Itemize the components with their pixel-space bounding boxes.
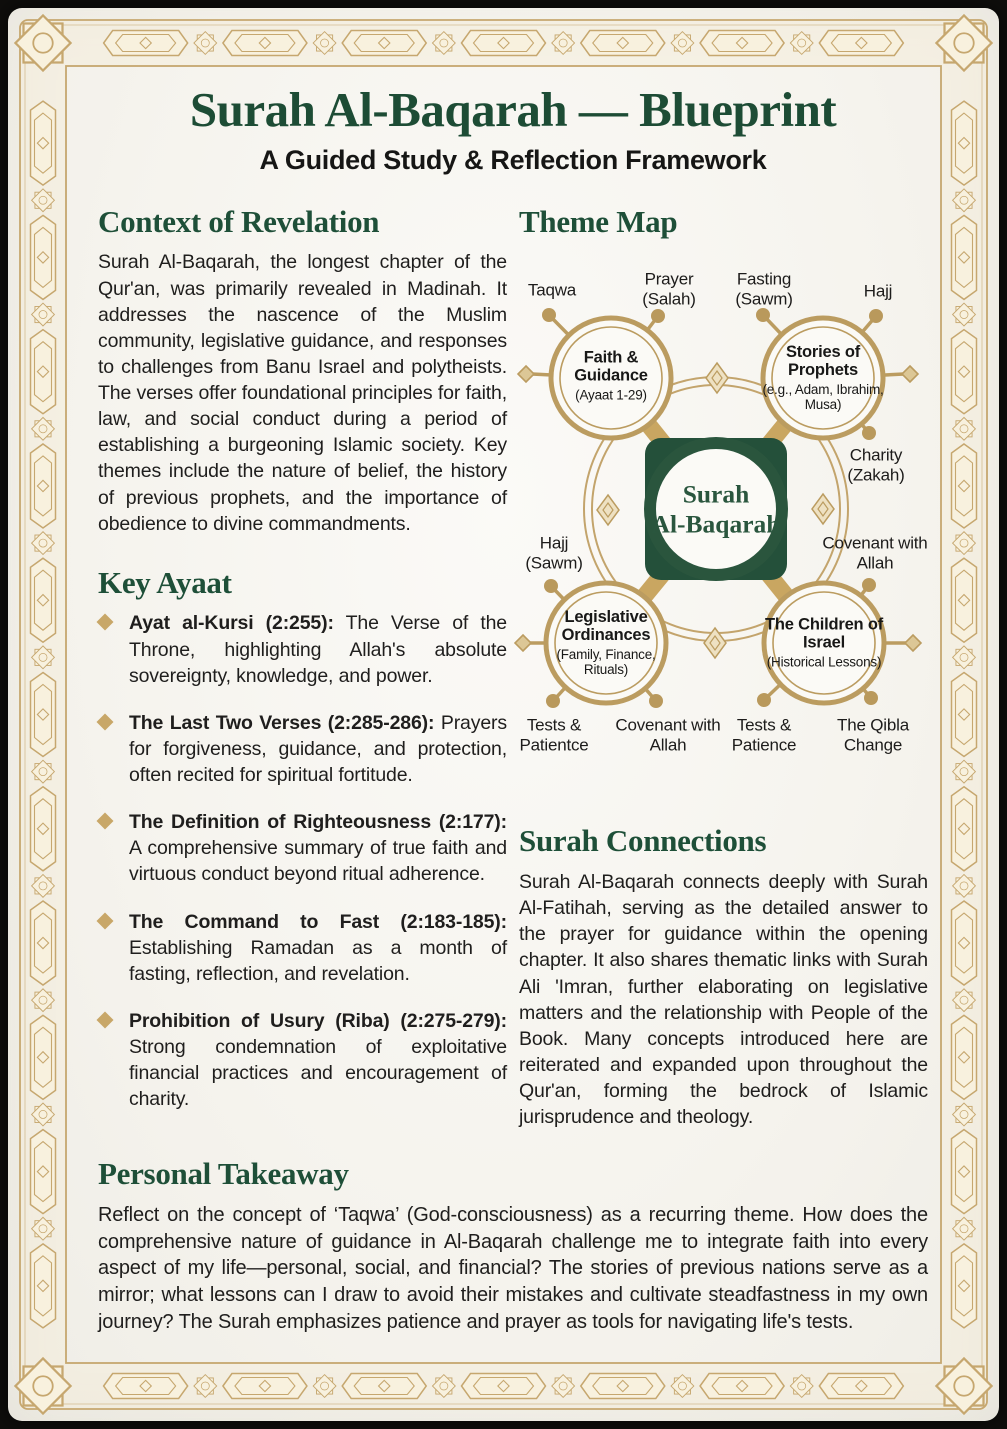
diamond-bullet-icon [97, 813, 114, 830]
diamond-bullet-icon [97, 713, 114, 730]
page-header [98, 84, 928, 176]
node-children-of-israel: The Children of Israel (Historical Lessons) [765, 616, 883, 670]
label-prayer-salah: Prayer (Salah) [642, 270, 696, 309]
label-tests-patientce: Tests & Patientce [519, 716, 589, 755]
takeaway-body: Reflect on the concept of ‘Taqwa’ (God-consciousness) as a recurring theme. How does the comprehensive nature of guidance in Al-Baqarah challenge me to integrate faith into every aspect of my life—personal, social, and financial? The stories of previous nations serve as a mirror; what lessons can I draw to avoid their mistakes and cultivate steadfastness in my own journey? The Surah emphasizes patience and prayer as tools for navigating life's tests. [98, 1203, 928, 1333]
diamond-bullet-icon [97, 1011, 114, 1028]
two-column-layout [98, 203, 928, 1130]
ayah-title: Ayat al-Kursi (2:255): [129, 612, 334, 635]
ayah-text: Establishing Ramadan as a month of fasting, reflection, and revelation. [129, 936, 507, 985]
ayah-text: Prayers for forgiveness, guidance, and protection, often recited for spiritual fortitude. [129, 711, 507, 786]
connections-body: Surah Al-Baqarah connects deeply with Surah Al-Fatihah, serving as the detailed answer to the prayer for guidance within the opening chapter. It also shares thematic links with Surah Ali 'Imran, further elaborating on legislative matters and the relationship with People of the Book. Many concepts introduced here are reiterated and expanded upon throughout the Qur'an, forming the bedrock of Islamic jurisprudence and theology. [519, 871, 928, 1129]
connections-section [519, 825, 928, 1130]
theme-map-section [519, 203, 928, 806]
page-content [98, 84, 928, 1336]
lozenge-ornament-icon [706, 363, 728, 393]
ayah-item [98, 809, 507, 887]
label-covenant-right: Covenant with Allah [822, 534, 928, 573]
ayah-item [98, 710, 507, 788]
key-ayaat-heading: Key Ayaat [98, 564, 232, 600]
ayah-text: A comprehensive summary of true faith and virtuous conduct beyond ritual adherence. [129, 837, 507, 886]
label-tests-patience: Tests & Patience [731, 716, 797, 755]
center-label: Surah Al-Baqarah [651, 480, 781, 539]
theme-map-diagram [514, 249, 934, 805]
ayah-title: Prohibition of Usury (Riba) (2:275-279): [129, 1009, 507, 1032]
ayah-title: The Command to Fast (2:183-185): [129, 910, 507, 933]
page-subtitle: A Guided Study & Reflection Framework [259, 144, 767, 175]
lozenge-ornament-icon [812, 494, 834, 524]
ayah-item [98, 909, 507, 987]
label-fasting-sawm: Fasting (Sawm) [735, 270, 793, 309]
takeaway-heading: Personal Takeaway [98, 1156, 349, 1192]
ayah-item [98, 610, 507, 688]
context-heading: Context of Revelation [98, 203, 380, 239]
label-hajj-top: Hajj [863, 281, 893, 301]
lozenge-ornament-icon [597, 495, 619, 525]
page-title: Surah Al-Baqarah — Blueprint [189, 82, 837, 137]
diamond-tip-icon [902, 366, 918, 382]
diamond-tip-icon [518, 366, 534, 382]
takeaway-section [98, 1158, 928, 1336]
connections-heading: Surah Connections [519, 823, 767, 859]
ayah-title: The Last Two Verses (2:285-286): [129, 711, 435, 734]
diamond-tip-icon [905, 635, 921, 651]
ayah-title: The Definition of Righteousness (2:177): [129, 811, 507, 834]
label-hajj-sawm-left: Hajj (Sawm) [525, 534, 583, 573]
diamond-tip-icon [515, 635, 531, 651]
theme-map-heading: Theme Map [519, 203, 678, 239]
left-column [98, 203, 507, 1112]
node-stories-of-prophets: Stories of Prophets (e.g., Adam, Ibrahim, Musa) [762, 343, 884, 413]
diamond-bullet-icon [97, 912, 114, 929]
node-faith-guidance: Faith & Guidance (Ayaat 1-29) [574, 349, 648, 403]
ayah-item [98, 1008, 507, 1113]
key-ayaat-section [98, 564, 507, 1113]
context-section [98, 203, 507, 537]
right-column [519, 203, 928, 1130]
ayah-text: The Verse of the Throne, highlighting Allah's absolute sovereignty, knowledge, and power. [129, 612, 507, 687]
label-covenant-bottom: Covenant with Allah [615, 716, 721, 755]
label-charity-zakah: Charity (Zakah) [847, 446, 905, 485]
label-qibla-change: The Qibla Change [837, 716, 909, 755]
ayah-text: Strong condemnation of exploitative financial practices and encouragement of charity. [129, 1036, 507, 1111]
label-taqwa: Taqwa [527, 280, 577, 300]
diamond-bullet-icon [97, 614, 114, 631]
document-card [8, 8, 999, 1421]
node-legislative-ordinances: Legislative Ordinances (Family, Finance, Rituals) [556, 608, 656, 678]
context-body: Surah Al-Baqarah, the longest chapter of the Qur'an, was primarily revealed in Madinah. It addresses the nascence of the Muslim community, legislative guidance, and responses to challenges from Banu Israel and polytheists. The verses offer foundational principles for faith, law, and social conduct during a period of establishing a burgeoning Islamic society. Key themes include the nature of belief, the history of previous prophets, and the importance of obedience to divine commandments. [98, 251, 507, 535]
